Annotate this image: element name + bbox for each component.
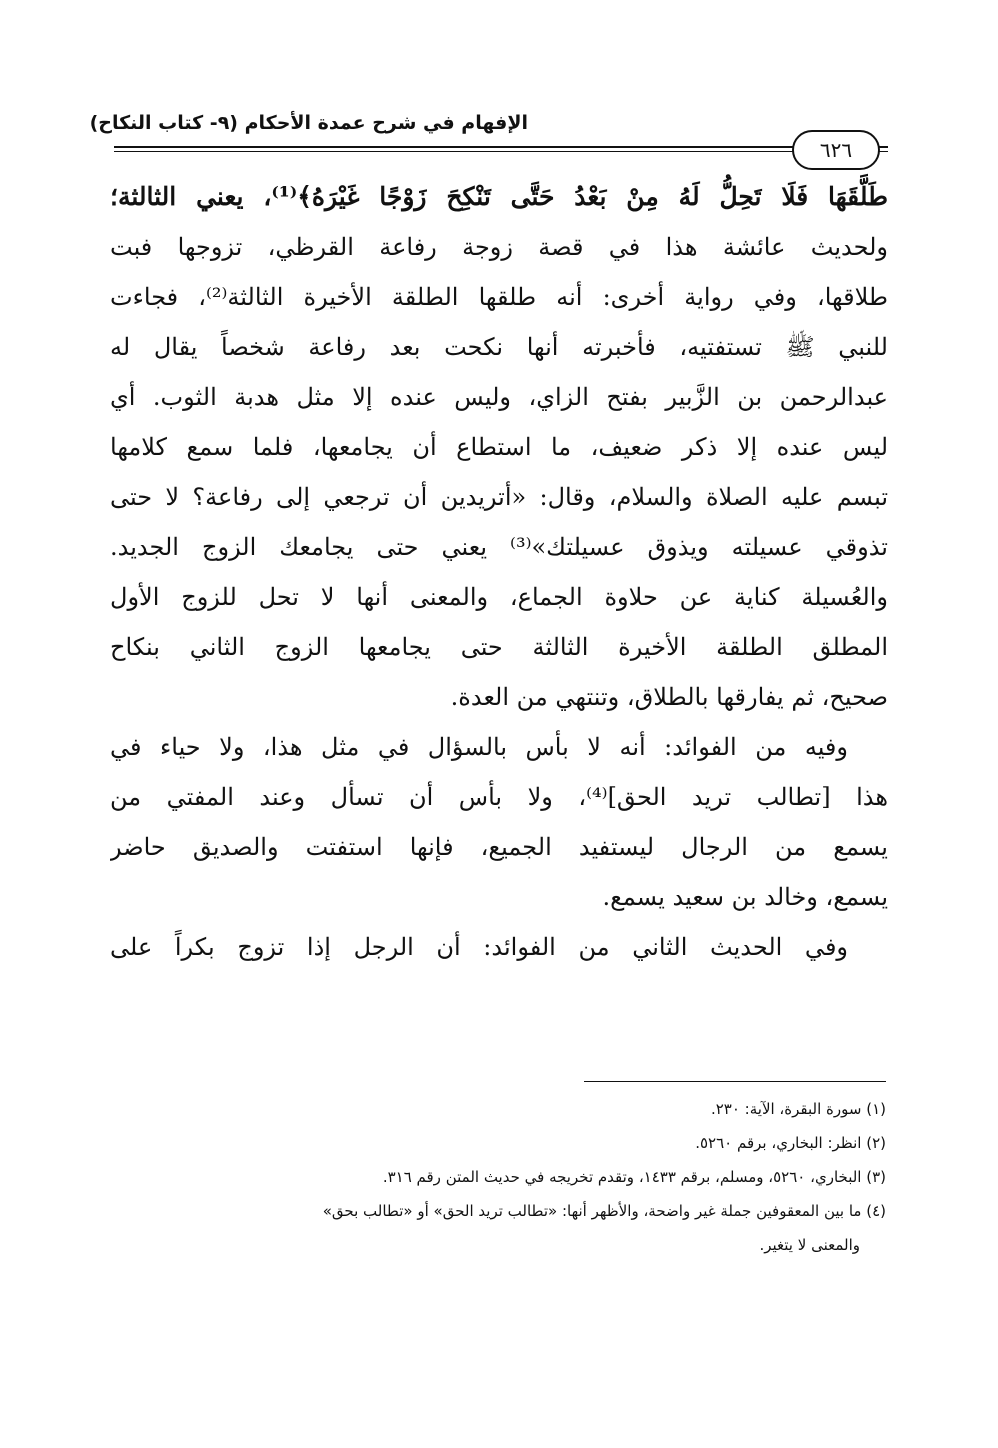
text-line: يسمع من الرجال ليستفيد الجميع، فإنها استفتت والصديق حاضر (110, 833, 888, 861)
text-line: صحيح، ثم يفارقها بالطلاق، وتنتهي من العدة. (450, 683, 888, 711)
text-line: ليس عنده إلا ذكر ضعيف، ما استطاع أن يجامعها، فلما سمع كلامها (110, 433, 888, 461)
text-line: تذوقي عسيلته ويذوق عسيلتك»⁽³⁾ يعني حتى يجامعك الزوج الجديد. (110, 533, 888, 561)
text-line: هذا [تطالب تريد الحق]⁽⁴⁾، ولا بأس أن تسأل وعند المفتي من (110, 783, 888, 811)
footnote: (٣) البخاري، ٥٢٦٠، ومسلم، برقم ١٤٣٣، وتقدم تخريجه في حديث المتن رقم ٣١٦. (382, 1168, 886, 1186)
footnote: (٤) ما بين المعقوفين جملة غير واضحة، والأظهر أنها: «تطالب تريد الحق» أو «تطالب بحق» (322, 1202, 886, 1220)
footnote-divider (584, 1081, 886, 1082)
text-line: تبسم عليه الصلاة والسلام، وقال: «أتريدين أن ترجعي إلى رفاعة؟ لا حتى (110, 483, 888, 511)
main-text (110, 172, 888, 972)
footnote-continuation: والمعنى لا يتغير. (759, 1236, 860, 1254)
footnote: (٢) انظر: البخاري، برقم ٥٢٦٠. (695, 1134, 886, 1152)
running-header-title: الإفهام في شرح عمدة الأحكام (٩- كتاب النكاح) (89, 112, 528, 134)
header-divider (114, 146, 888, 152)
text-line: والعُسيلة كناية عن حلاوة الجماع، والمعنى أنها لا تحل للزوج الأول (110, 583, 888, 611)
text-line: عبدالرحمن بن الزَّبير بفتح الزاي، وليس عنده إلا مثل هدبة الثوب. أي (110, 383, 888, 411)
text-line: وفي الحديث الثاني من الفوائد: أن الرجل إذا تزوج بكراً على (110, 933, 848, 961)
text-line: للنبي ﷺ تستفتيه، فأخبرته أنها نكحت بعد رفاعة شخصاً يقال له (110, 333, 888, 361)
text-line: المطلق الطلقة الأخيرة الثالثة حتى يجامعها الزوج الثاني بنكاح (110, 633, 888, 661)
page-number: ٦٢٦ (792, 130, 880, 170)
footnotes (160, 1092, 886, 1262)
text-line: طلاقها، وفي رواية أخرى: أنه طلقها الطلقة الأخيرة الثالثة⁽²⁾، فجاءت (110, 283, 888, 311)
text-line: يسمع، وخالد بن سعيد يسمع. (602, 883, 888, 911)
text-line: وفيه من الفوائد: أنه لا بأس بالسؤال في مثل هذا، ولا حياء في (110, 733, 848, 761)
text-line: ولحديث عائشة هذا في قصة زوجة رفاعة القرظي، تزوجها فبت (110, 233, 888, 261)
footnote: (١) سورة البقرة، الآية: ٢٣٠. (710, 1100, 886, 1118)
text-line: طَلَّقَهَا فَلَا تَحِلُّ لَهُ مِنْ بَعْدُ حَتَّى تَنْكِحَ زَوْجًا غَيْرَهُ﴾⁽¹⁾، يعني الثالثة؛ (110, 182, 888, 211)
